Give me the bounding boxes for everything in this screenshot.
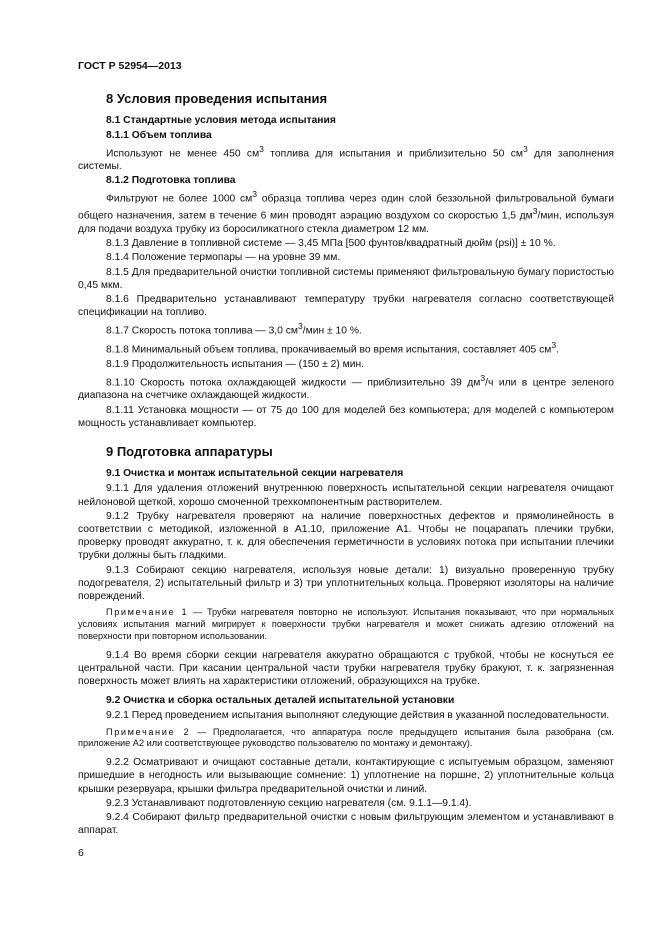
paragraph-8-1-8: 8.1.8 Минимальный объем топлива, прокачиваемый во время испытания, составляет 405 $см^3$. (106, 339, 560, 356)
section-8-title: 8 Условия проведения испытания (106, 91, 328, 106)
document-header: ГОСТ Р 52954—2013 (78, 60, 182, 72)
paragraph-8-1-6: 8.1.6 Предварительно устанавливают температуру трубки нагревателя согласно соответствующей спецификации на топливо. (78, 293, 614, 319)
paragraph-9-2-4: 9.2.4 Собирают фильтр предварительной очистки с новым фильтрующим элементом и устанавливают в аппарат. (78, 812, 614, 837)
page-number: 6 (78, 847, 84, 859)
paragraph-8-1-4: 8.1.4 Положение термопары — на уровне 39 мм. (106, 252, 341, 264)
section-9-2-title: 9.2 Очистка и сборка остальных деталей испытательной установки (106, 695, 455, 707)
note-2: Примечание 2 — Предполагается, что аппаратура после предыдущего испытания была разобрана (см. приложение А2 или соответствующее руководство пользователю по монтажу и демонтажу). (78, 726, 614, 749)
section-9-1-title: 9.1 Очистка и монтаж испытательной секции нагревателя (106, 468, 404, 480)
paragraph-9-1-3: 9.1.3 Собирают секцию нагревателя, используя новые детали: 1) визуально проверенную трубку подогревателя, 2) испытательный фильтр и 3) три уплотнительных кольца. Проверяют изоляторы на наличие повреждений. (78, 564, 614, 603)
paragraph-8-1-9: 8.1.9 Продолжительность испытания — (150 ± 2) мин. (106, 358, 365, 370)
document-body (78, 92, 614, 838)
section-8-1-1-title: 8.1.1 Объем топлива (106, 130, 212, 142)
paragraph-9-2-2: 9.2.2 Осматривают и очищают составные детали, контактирующие с испытуемым образцом, заменяют пришедшие в негодность или вызывающие сомнение: 1) уплотнение на поршне, 2) уплотнительные кольца крышки резервуара, крышки фильтра предварительной очистки и линий. (78, 757, 614, 795)
section-8-1-2-title: 8.1.2 Подготовка топлива (106, 175, 236, 187)
section-9-title: 9 Подготовка аппаратуры (106, 444, 273, 459)
paragraph-8-1-2: Фильтруют не более 1000 $см^3$ образца топлива через один слой беззольной фильтровальной бумаги общего назначения, затем в течение 6 мин проводят аэрацию воздухом со скоростью 1,5 $дм^3$/мин, используя для подачи воздуха трубку из боросиликатного стекла диаметром 12 мм. (78, 188, 614, 235)
paragraph-9-1-4: 9.1.4 Во время сборки секции нагревателя аккуратно обращаются с трубкой, чтобы не коснуться ее центральной части. При касании центральной части трубки нагревателя трубку бракуют, т. к. загрязненная поверхность может влиять на характеристики отложений, образующихся на трубке. (78, 649, 614, 688)
paragraph-8-1-5: 8.1.5 Для предварительной очистки топливной системы применяют фильтровальную бумагу пористостью 0,45 мкм. (78, 266, 614, 291)
note-1: Примечание 1 — Трубки нагревателя повторно не используют. Испытания показывают, что при нормальных условиях испытания магний мигрирует к поверхности трубки нагревателя и может снижать адгезию отложений на поверхности при повторном использовании. (78, 607, 614, 641)
paragraph-9-2-3: 9.2.3 Устанавливают подготовленную секцию нагревателя (см. 9.1.1—9.1.4). (106, 797, 472, 809)
paragraph-8-1-10: 8.1.10 Скорость потока охлаждающей жидкости — приблизительно 39 $дм^3/ч$ или в центре зеленого диапазона на счетчике охлаждающей жидкости. (78, 372, 614, 402)
paragraph-8-1-3: 8.1.3 Давление в топливной системе — 3,45 МПа [500 фунтов/квадратный дюйм (psi)] ± 10 %. (106, 238, 556, 250)
paragraph-8-1-1: Используют не менее 450 $см^3$ топлива для испытания и приблизительно 50 $см^3$ для заполнения системы. (78, 143, 614, 173)
paragraph-8-1-11: 8.1.11 Установка мощности — от 75 до 100 для моделей без компьютера; для моделей с компьютером мощность устанавливает компьютер. (78, 404, 614, 429)
section-8-1-title: 8.1 Стандартные условия метода испытания (106, 115, 336, 127)
paragraph-9-2-1: 9.2.1 Перед проведением испытания выполняют следующие действия в указанной последовательности. (106, 710, 610, 722)
paragraph-9-1-1: 9.1.1 Для удаления отложений внутреннюю поверхность испытательной секции нагревателя очищают нейлоновой щеткой, хорошо смоченной трехкомпонентным растворителем. (78, 483, 614, 508)
paragraph-9-1-2: 9.1.2 Трубку нагревателя проверяют на наличие поверхностных дефектов и прямолинейность в соответствии с методикой, изложенной в А1.10, приложение А1. Чтобы не поцарапать плечики трубки, проверку проводят аккуратно, т. к. для обеспечения герметичности в условиях потока при испытании плечики трубки должны быть гладкими. (78, 510, 614, 562)
paragraph-8-1-7: 8.1.7 Скорость потока топлива — 3,0 $см^3$/мин ± 10 %. (106, 321, 362, 337)
